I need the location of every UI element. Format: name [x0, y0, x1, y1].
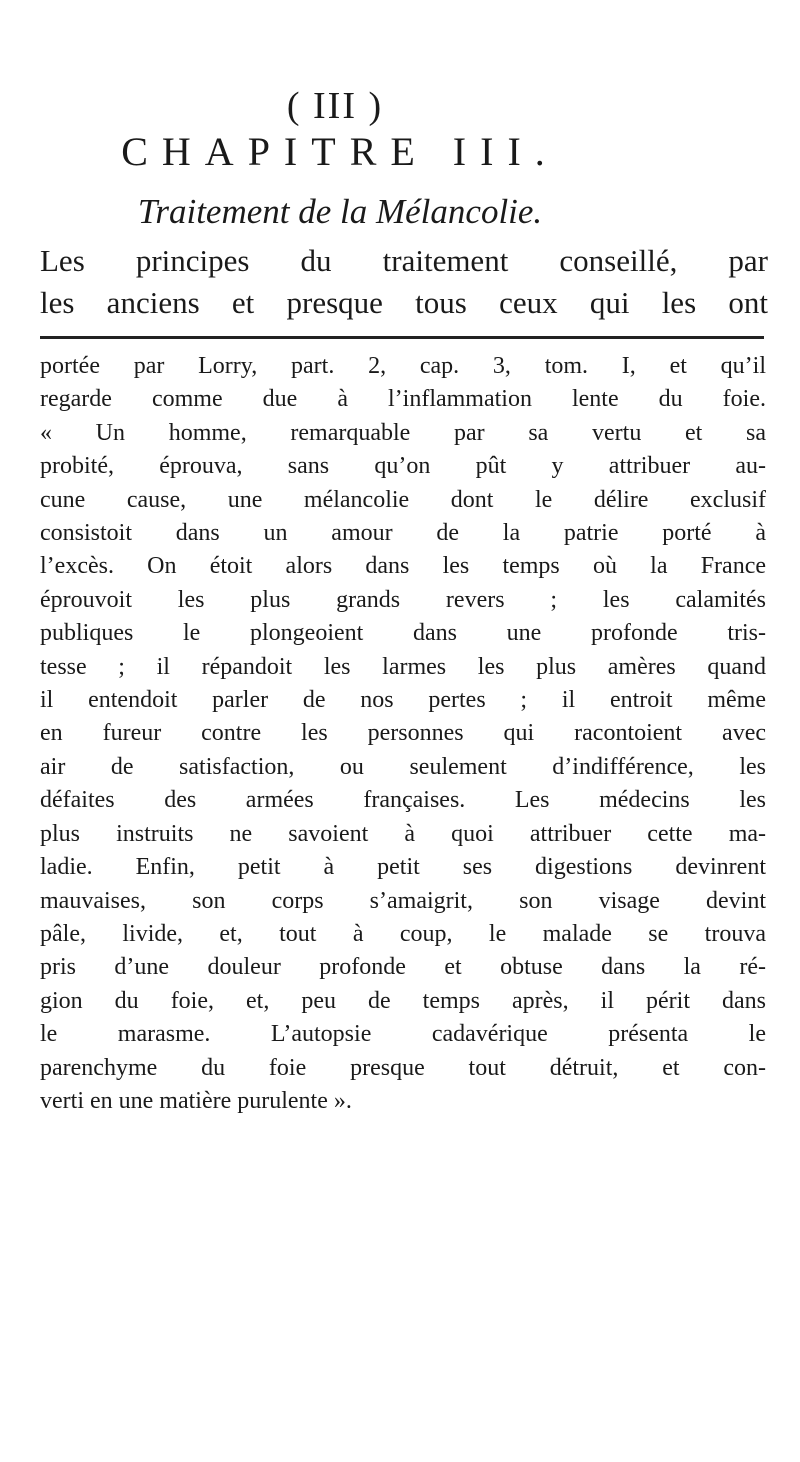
footnote-line: regarde comme due à l’inflammation lente du foie. [40, 386, 766, 413]
footnote-line: ladie. Enfin, petit à petit ses digestions devinrent [40, 854, 766, 881]
footnote [40, 350, 766, 1118]
footnote-line: gion du foie, et, peu de temps après, il périt dans [40, 987, 766, 1014]
footnote-line: parenchyme du foie presque tout détruit, et con- [40, 1054, 766, 1081]
footnote-line: plus instruits ne savoient à quoi attribuer cette ma- [40, 820, 766, 847]
footnote-line: mauvaises, son corps s’amaigrit, son visage devint [40, 887, 766, 914]
footnote-line: éprouvoit les plus grands revers ; les calamités [40, 586, 766, 613]
footnote-line: l’excès. On étoit alors dans les temps où la France [40, 553, 766, 580]
footnote-line: publiques le plongeoient dans une profonde tris- [40, 620, 766, 647]
body-line: Les principes du traitement conseillé, par [40, 243, 768, 278]
footnote-line: verti en une matière purulente ». [40, 1087, 352, 1114]
chapter-title: Traitement de la Mélancolie. [137, 192, 543, 231]
footnote-line: en fureur contre les personnes qui racontoient avec [40, 720, 766, 747]
body-line: les anciens et presque tous ceux qui les ont [40, 285, 768, 320]
footnote-divider [40, 336, 764, 339]
footnote-line: le marasme. L’autopsie cadavérique présenta le [40, 1021, 766, 1048]
footnote-line: tesse ; il répandoit les larmes les plus amères quand [40, 653, 766, 680]
body-paragraph [40, 240, 768, 324]
footnote-line: « Un homme, remarquable par sa vertu et sa [40, 419, 766, 446]
footnote-line: consistoit dans un amour de la patrie porté à [40, 520, 766, 547]
footnote-line: pâle, livide, et, tout à coup, le malade se trouva [40, 920, 766, 947]
footnote-line: défaites des armées françaises. Les médecins les [40, 787, 766, 814]
footnote-line: il entendoit parler de nos pertes ; il entroit même [40, 687, 766, 714]
footnote-line: cune cause, une mélancolie dont le délire exclusif [40, 486, 766, 513]
page-number: ( III ) [286, 85, 384, 127]
footnote-line: pris d’une douleur profonde et obtuse dans la ré- [40, 954, 766, 981]
footnote-line: air de satisfaction, ou seulement d’indifférence, les [40, 753, 766, 780]
footnote-line: portée par Lorry, part. 2, cap. 3, tom. I, et qu’il [40, 353, 766, 379]
chapter-heading: CHAPITRE III. [121, 129, 559, 174]
footnote-line: probité, éprouva, sans qu’on pût y attribuer au- [40, 453, 766, 480]
